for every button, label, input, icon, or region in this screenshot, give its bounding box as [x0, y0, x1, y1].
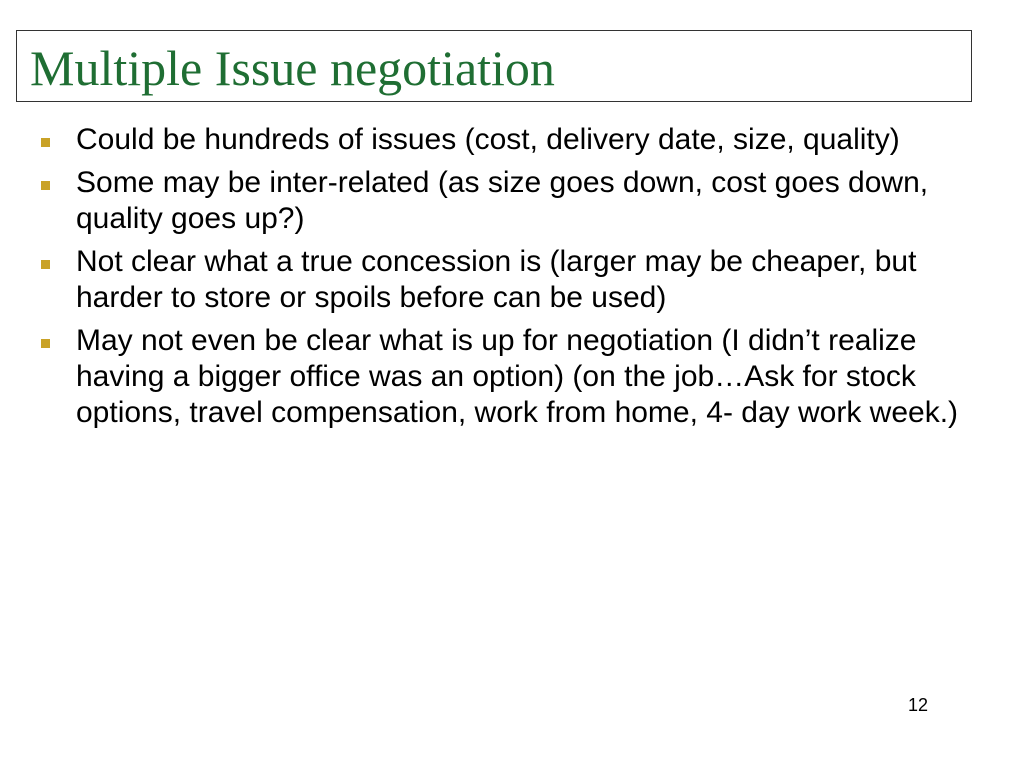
square-bullet-icon	[41, 138, 50, 147]
bullet-list	[36, 122, 986, 438]
bullet-text: Not clear what a true concession is (larger may be cheaper, but harder to store or spoils before can be used)	[76, 245, 917, 314]
square-bullet-icon	[41, 260, 50, 269]
bullet-item	[36, 244, 986, 316]
page-number: 12	[907, 695, 928, 715]
square-bullet-icon	[41, 339, 50, 348]
title-box	[16, 30, 972, 102]
bullet-text: May not even be clear what is up for negotiation (I didn’t realize having a bigger office was an option) (on the job…Ask for stock options, travel compensation, work from home, 4- day work week.)	[76, 324, 959, 429]
bullet-item	[36, 165, 986, 237]
bullet-item	[36, 122, 986, 158]
bullet-text: Could be hundreds of issues (cost, delivery date, size, quality)	[76, 123, 900, 156]
slide-title: Multiple Issue negotiation	[30, 40, 555, 96]
bullet-text: Some may be inter-related (as size goes down, cost goes down, quality goes up?)	[76, 166, 929, 235]
bullet-item	[36, 323, 986, 431]
square-bullet-icon	[41, 181, 50, 190]
